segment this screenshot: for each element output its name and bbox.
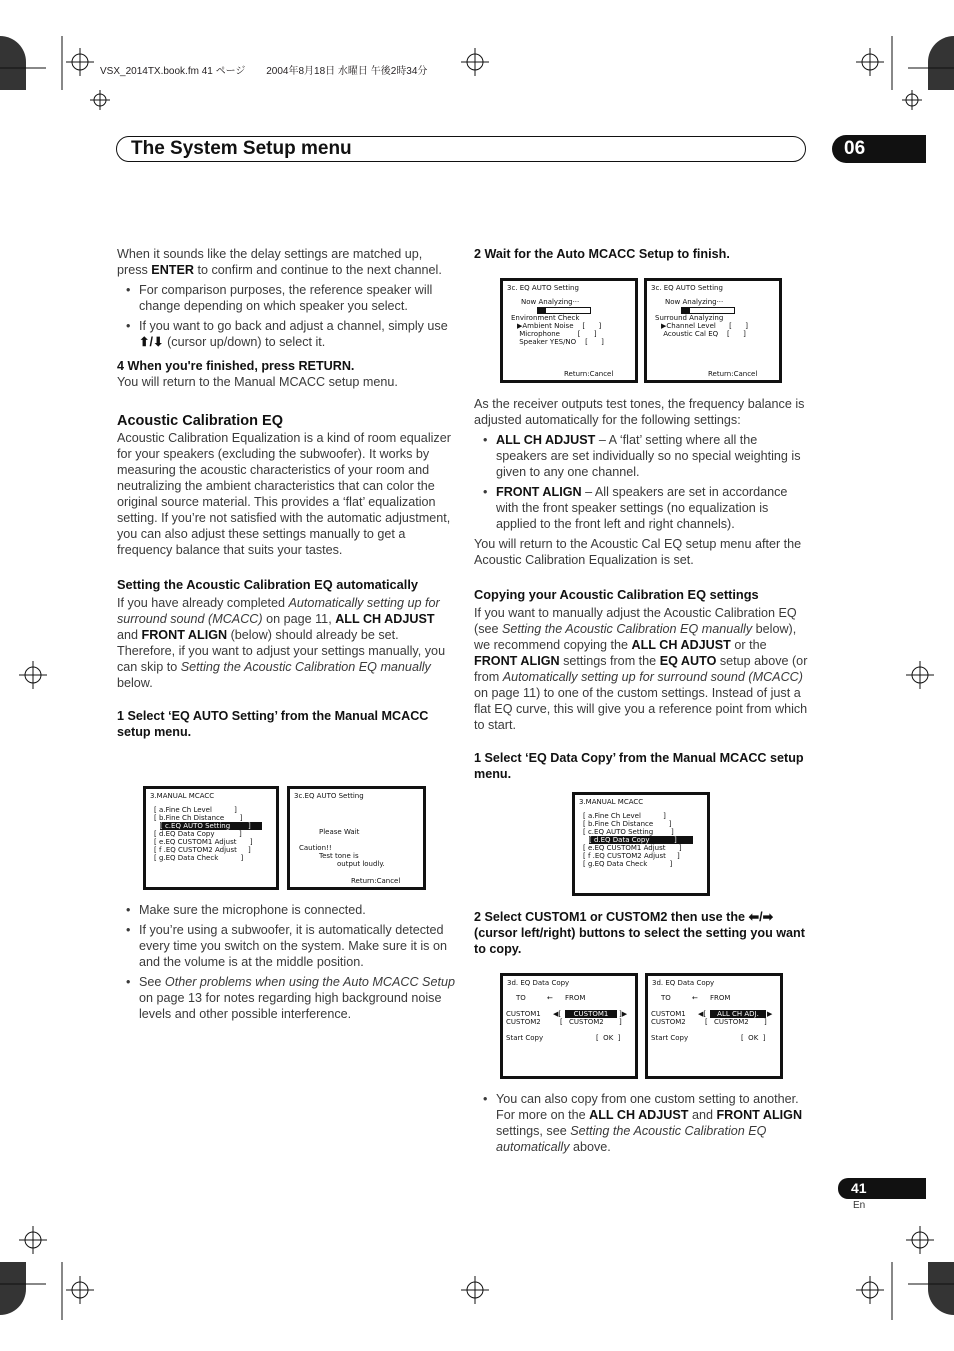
osd-custom2: CUSTOM2	[506, 1018, 541, 1026]
bullet-ref: Other problems when using the Auto MCACC Setup	[164, 975, 455, 989]
bullet-all-ch-adjust	[474, 432, 809, 480]
osd-custom1: CUSTOM1	[506, 1010, 541, 1018]
page-number-badge	[838, 1178, 926, 1199]
osd-start-copy: Start Copy	[651, 1034, 689, 1042]
section-body: Acoustic Calibration Equalization is a kind of room equalizer for your speakers (excluding the subwoofer). It works by measuring the acoustic characteristics of your room and neutralizing the ambient characteristics that can color the original source material. This provides a ‘flat’ equalization setting. If you’re not satisfied with the automatic adjustment, you can also adjust these settings manually to get a frequency balance that suits your tastes.	[117, 431, 451, 557]
copy-all-ch: ALL CH ADJUST	[631, 638, 731, 652]
osd-title: 3c. EQ AUTO Setting	[507, 284, 579, 292]
subsection-title: Setting the Acoustic Calibration EQ automatically	[117, 577, 419, 592]
osd-from: FROM	[710, 994, 731, 1002]
file-name: VSX_2014TX.book.fm 41 ページ	[100, 66, 246, 77]
bullet-text: See	[139, 975, 165, 989]
osd-item-selected: [ d.EQ Data Copy ]	[589, 836, 693, 844]
final-text-2: and	[688, 1108, 717, 1122]
step-4: 4 When you're finished, press RETURN.	[117, 359, 355, 373]
subsection-body	[117, 595, 452, 691]
osd-left-arrow-icon: ◀[	[698, 1010, 707, 1018]
osd-footer: Return:Cancel	[564, 370, 614, 378]
osd-arrow-left-icon: ←	[692, 994, 698, 1002]
osd-item: [ b.Fine Ch Distance ]	[583, 820, 672, 828]
osd-row: Acoustic Cal EQ [ ]	[661, 330, 746, 338]
intro-paragraph	[117, 246, 452, 278]
osd-title: 3.MANUAL MCACC	[579, 798, 644, 806]
bullet-subwoofer: • If you’re using a subwoofer, it is automatically detected every time you switch on the system. Make sure it is on and the volume is at the middle position.	[117, 922, 455, 970]
front-align-label: FRONT ALIGN	[496, 485, 582, 499]
osd-item: [ g.EQ Data Check ]	[583, 860, 673, 868]
all-ch-adjust-desc: – A ‘flat’ setting where all the speakers are set individually so no special weighting is given to any one channel.	[496, 433, 801, 479]
osd-from: FROM	[565, 994, 586, 1002]
osd-footer: Return:Cancel	[351, 877, 401, 885]
osd-item-selected: [ c.EQ AUTO Setting ]	[160, 822, 262, 830]
step-4-note: You will return to the Manual MCACC setup menu.	[117, 375, 398, 389]
bullet-see-other-problems	[117, 974, 455, 1022]
osd-title: 3.MANUAL MCACC	[150, 792, 215, 800]
osd-source-selected: ALL CH ADJ.	[710, 1010, 766, 1018]
chapter-number: 06	[844, 138, 866, 159]
osd-data-copy-2	[645, 973, 783, 1079]
final-text-4: above.	[569, 1140, 611, 1154]
osd-manual-mcacc-2	[572, 792, 710, 896]
bullet-go-back-text: If you want to go back and adjust a channel, simply use	[139, 319, 448, 333]
sub-ref-2: Setting the Acoustic Calibration EQ manually	[180, 660, 431, 674]
osd-title: 3d. EQ Data Copy	[507, 979, 570, 987]
osd-to: TO	[661, 994, 671, 1002]
osd-item: [ a.Fine Ch Level ]	[154, 806, 237, 814]
final-ref: Setting the Acoustic Calibration EQ automatically	[496, 1124, 767, 1154]
osd-test-tone: Test tone is	[319, 852, 359, 860]
osd-progress-bar	[537, 307, 591, 314]
sub-text-5: below.	[117, 676, 153, 690]
osd-source-selected: CUSTOM1	[565, 1010, 617, 1018]
osd-bracket: ]	[619, 1018, 622, 1026]
osd-row: Microphone [ ]	[517, 330, 597, 338]
copy-front-align: FRONT ALIGN	[474, 654, 560, 668]
final-text-3: settings, see	[496, 1124, 571, 1138]
section-title: Acoustic Calibration EQ	[117, 413, 283, 429]
chapter-badge	[832, 135, 926, 163]
step-2b-end: (cursor left/right) buttons to select the setting you want to copy.	[474, 926, 805, 956]
final-all-ch: ALL CH ADJUST	[589, 1108, 689, 1122]
enter-key-label: ENTER	[151, 263, 194, 277]
osd-please-wait-text: Please Wait	[319, 828, 360, 836]
osd-analyzing-surround	[644, 278, 782, 383]
osd-title: 3c. EQ AUTO Setting	[651, 284, 723, 292]
step-2-select-custom	[474, 909, 809, 957]
bullet-microphone: • Make sure the microphone is connected.	[117, 902, 455, 918]
all-ch-adjust-label: ALL CH ADJUST	[496, 433, 596, 447]
osd-subtitle: Environment Check	[511, 314, 580, 322]
sub-text-3: and	[117, 628, 142, 642]
bullet-text-end: on page 13 for notes regarding high background noise levels and other possible interference.	[139, 991, 442, 1021]
osd-footer: Return:Cancel	[708, 370, 758, 378]
osd-right-arrow-icon: ]▶	[619, 1010, 628, 1018]
osd-item: [ c.EQ AUTO Setting ]	[583, 828, 674, 836]
final-bullets	[474, 1091, 809, 1155]
osd-to: TO	[516, 994, 526, 1002]
osd-row: ▶Ambient Noise [ ]	[517, 322, 602, 330]
osd-progress-bar	[681, 307, 735, 314]
osd-item: [ b.Fine Ch Distance ]	[154, 814, 243, 822]
copy-text-4: settings from the	[559, 654, 660, 668]
copy-section-title: Copying your Acoustic Calibration EQ settings	[474, 587, 759, 602]
sub-text-4: (below) should already be set. Therefore, if you want to adjust your settings manually, you can skip to	[117, 628, 446, 674]
sub-ref-1: Automatically setting up for surround sound (MCACC)	[117, 596, 440, 626]
chapter-header	[116, 136, 806, 162]
osd-custom1: CUSTOM1	[651, 1010, 686, 1018]
intro-text-end: to confirm and continue to the next channel.	[193, 263, 442, 277]
sub-text-1: If you have already completed	[117, 596, 289, 610]
bullet-go-back-end: (cursor up/down) to select it.	[163, 335, 326, 349]
osd-item: [ e.EQ CUSTOM1 Adjust ]	[583, 844, 682, 852]
osd-row: ▶Channel Level [ ]	[661, 322, 748, 330]
osd-item: [ a.Fine Ch Level ]	[583, 812, 666, 820]
osd-bracket: [	[560, 1018, 563, 1026]
auto-settings-intro: As the receiver outputs test tones, the frequency balance is adjusted automatically for the following settings:	[474, 397, 805, 427]
step-1: 1 Select ‘EQ AUTO Setting’ from the Manual MCACC setup menu.	[117, 709, 429, 739]
copy-text-6: on page 11) to one of the custom settings. Instead of just a flat EQ curve, this will give you a reference point from which to start.	[474, 686, 808, 732]
osd-please-wait	[287, 786, 426, 890]
final-text-1: You can also copy from one custom setting to another. For more on the	[496, 1092, 799, 1122]
cursor-left-right-icon: ⬅/➡	[748, 910, 774, 924]
bullet-go-back	[117, 318, 452, 350]
left-column	[117, 246, 452, 740]
sub-all-ch: ALL CH ADJUST	[335, 612, 435, 626]
osd-now-analyzing: Now Analyzing···	[521, 298, 580, 306]
osd-left-arrow-icon: ◀[	[553, 1010, 562, 1018]
sub-text-2: on page 11,	[262, 612, 336, 626]
file-info	[100, 62, 427, 77]
osd-analyzing-environment	[500, 278, 638, 383]
osd-row: Speaker YES/NO [ ]	[517, 338, 604, 346]
osd-item: [ d.EQ Data Copy ]	[154, 830, 242, 838]
copy-ref-1: Setting the Acoustic Calibration EQ manually	[502, 622, 753, 636]
right-column	[474, 396, 809, 782]
sub-front-align: FRONT ALIGN	[141, 628, 228, 642]
osd-title: 3c.EQ AUTO Setting	[294, 792, 364, 800]
osd-subtitle: Surround Analyzing	[655, 314, 724, 322]
osd-source: CUSTOM2	[714, 1018, 749, 1026]
final-front-align: FRONT ALIGN	[716, 1108, 803, 1122]
copy-eq-auto: EQ AUTO	[659, 654, 717, 668]
osd-right-arrow-icon: ▶	[767, 1010, 773, 1018]
osd-arrow-left-icon: ←	[547, 994, 553, 1002]
osd-source: CUSTOM2	[569, 1018, 604, 1026]
intro-text: When it sounds like the delay settings are matched up, press	[117, 247, 423, 277]
osd-data-copy-1	[500, 973, 638, 1079]
osd-output-loudly: output loudly.	[337, 860, 385, 868]
step-2b-text: 2 Select CUSTOM1 or CUSTOM2 then use the	[474, 910, 749, 924]
osd-item: [ f .EQ CUSTOM2 Adjust ]	[154, 846, 251, 854]
copy-text-2: below), we recommend copying the	[474, 622, 797, 652]
language-code: En	[853, 1200, 866, 1211]
osd-now-analyzing: Now Analyzing···	[665, 298, 724, 306]
bullet-copy-custom	[474, 1091, 809, 1155]
osd-bracket: [	[705, 1018, 708, 1026]
cursor-up-down-icon: ⬆/⬇	[139, 335, 164, 349]
osd-start-copy: Start Copy	[506, 1034, 544, 1042]
osd-item: [ f .EQ CUSTOM2 Adjust ]	[583, 852, 680, 860]
step-2-wait: 2 Wait for the Auto MCACC Setup to finish.	[474, 247, 730, 261]
auto-settings-list	[474, 432, 809, 532]
osd-ok: [ OK ]	[596, 1034, 621, 1042]
osd-ok: [ OK ]	[741, 1034, 766, 1042]
microphone-bullets	[117, 902, 455, 1022]
page-title: The System Setup menu	[131, 138, 352, 159]
file-date: 2004年8月18日 水曜日 午後2時34分	[266, 66, 428, 77]
bullet-front-align	[474, 484, 809, 532]
intro-bullets	[117, 282, 452, 350]
osd-custom2: CUSTOM2	[651, 1018, 686, 1026]
osd-item: [ g.EQ Data Check ]	[154, 854, 244, 862]
osd-manual-mcacc	[143, 786, 279, 890]
osd-bracket: ]	[764, 1018, 767, 1026]
bullet-comparison: • For comparison purposes, the reference speaker will change depending on which speaker you select.	[117, 282, 452, 314]
osd-item: [ e.EQ CUSTOM1 Adjust ]	[154, 838, 253, 846]
copy-text-1: If you want to manually adjust the Acoustic Calibration EQ (see	[474, 606, 797, 636]
copy-ref-2: Automatically setting up for surround sound (MCACC)	[502, 670, 803, 684]
copy-text-3: or the	[730, 638, 767, 652]
osd-title: 3d. EQ Data Copy	[652, 979, 715, 987]
step-1-data-copy: 1 Select ‘EQ Data Copy’ from the Manual MCACC setup menu.	[474, 751, 804, 781]
copy-text-5: setup above (or from	[474, 654, 808, 684]
page-number: 41	[851, 1180, 867, 1196]
front-align-desc: – All speakers are set in accordance with the front speaker settings (no equalization is applied to the front left and right channels).	[496, 485, 788, 531]
osd-caution: Caution!!	[299, 844, 332, 852]
return-note: You will return to the Acoustic Cal EQ setup menu after the Acoustic Calibration Equalization is set.	[474, 537, 802, 567]
copy-section-body	[474, 605, 809, 733]
